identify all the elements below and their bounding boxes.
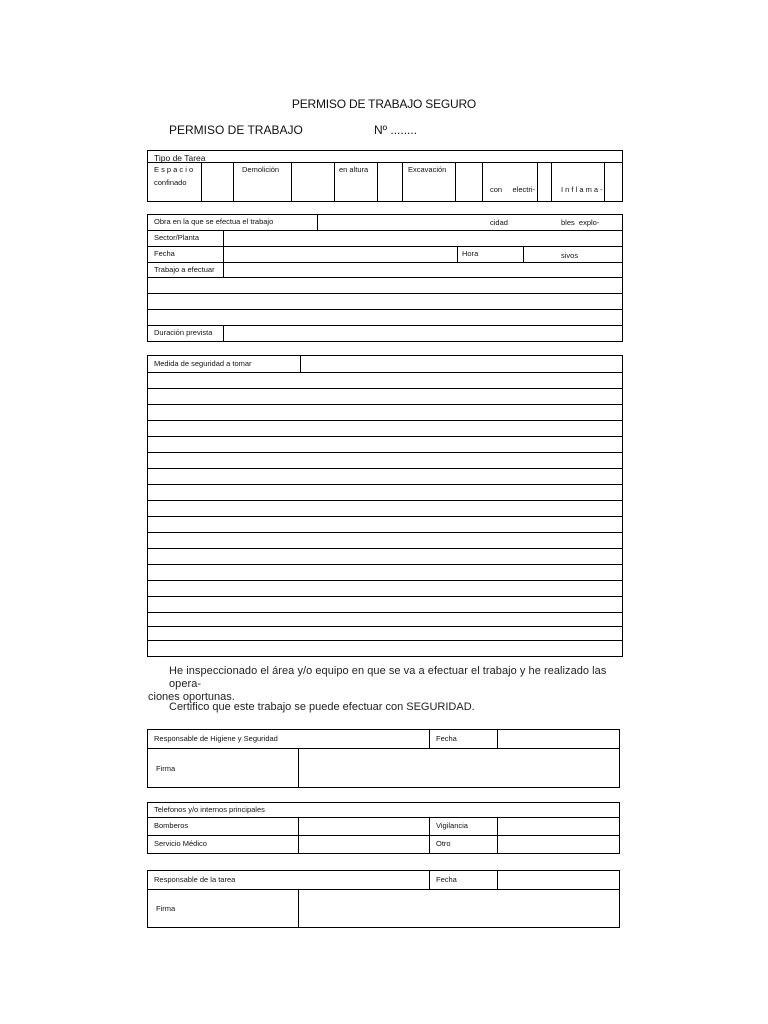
tipo-demolicion: Demolición — [242, 165, 280, 174]
checkbox-en-altura[interactable] — [378, 163, 401, 200]
checkbox-espacio-confinado[interactable] — [202, 163, 232, 200]
tarea-firma-label: Firma — [156, 904, 176, 913]
medidas-field[interactable] — [148, 373, 621, 655]
responsable-higiene-table — [147, 729, 620, 788]
vigilancia-label: Vigilancia — [436, 821, 468, 830]
higiene-firma-label: Firma — [156, 764, 176, 773]
tipo-excavacion: Excavación — [408, 165, 447, 174]
declaracion-paragraph: He inspeccionado el área y/o equipo en que se va a efectuar el trabajo y he realizado las opera- ciones oportunas. — [148, 665, 607, 703]
higiene-fecha-label: Fecha — [436, 734, 457, 743]
bomberos-field[interactable] — [300, 818, 428, 834]
tarea-fecha-label: Fecha — [436, 875, 457, 884]
higiene-fecha-field[interactable] — [499, 730, 618, 748]
servicio-medico-field[interactable] — [300, 836, 428, 852]
medidas-label: Medida de seguridad a tomar — [154, 359, 252, 368]
tarea-firma-field[interactable] — [300, 890, 618, 926]
servicio-medico-label: Servicio Médico — [154, 839, 207, 848]
tipo-en-altura: en altura — [339, 165, 369, 174]
trabajo-field[interactable] — [225, 263, 622, 326]
otro-label: Otro — [436, 839, 451, 848]
telefonos-label: Telefonos y/o internos principales — [154, 805, 265, 814]
tipo-inflamables: I n f l a m a - bles explo- sivos — [561, 185, 603, 260]
telefonos-table — [147, 802, 620, 854]
checkbox-inflamables[interactable] — [605, 163, 621, 200]
hora-label: Hora — [462, 249, 479, 258]
responsable-higiene-label: Responsable de Higiene y Seguridad — [154, 734, 278, 743]
responsable-tarea-label: Responsable de la tarea — [154, 875, 236, 884]
vigilancia-field[interactable] — [499, 818, 618, 834]
checkbox-demolicion[interactable] — [292, 163, 333, 200]
tipo-electricidad: con electri- cidad — [490, 185, 536, 227]
responsable-tarea-table — [147, 870, 620, 928]
permit-number: Nº ........ — [374, 123, 418, 137]
tipo-tarea-label: Tipo de Tarea — [154, 153, 206, 163]
checkbox-excavacion[interactable] — [456, 163, 481, 200]
fecha-field[interactable] — [225, 247, 456, 262]
hora-field[interactable] — [525, 247, 622, 262]
certifico-text: Certifico que este trabajo se puede efectuar con SEGURIDAD. — [169, 701, 475, 713]
trabajo-label: Trabajo a efectuar — [154, 265, 215, 274]
fecha-label: Fecha — [154, 249, 175, 258]
tarea-fecha-field[interactable] — [499, 871, 618, 889]
obra-label: Obra en la que se efectua el trabajo — [154, 217, 274, 226]
duracion-field[interactable] — [225, 326, 622, 340]
sector-field[interactable] — [225, 231, 622, 246]
medidas-table — [147, 355, 623, 657]
obra-table — [147, 214, 623, 342]
obra-field[interactable] — [319, 215, 622, 230]
checkbox-electricidad[interactable] — [538, 163, 550, 200]
sector-label: Sector/Planta — [154, 233, 200, 242]
form-subtitle: PERMISO DE TRABAJO — [169, 123, 303, 137]
higiene-firma-field[interactable] — [300, 749, 618, 786]
tipo-espacio-confinado: E s p a c i o confinado — [154, 165, 194, 187]
bomberos-label: Bomberos — [154, 821, 189, 830]
form-title: PERMISO DE TRABAJO SEGURO — [291, 97, 477, 111]
otro-field[interactable] — [499, 836, 618, 852]
duracion-label: Duración prevista — [154, 328, 213, 337]
